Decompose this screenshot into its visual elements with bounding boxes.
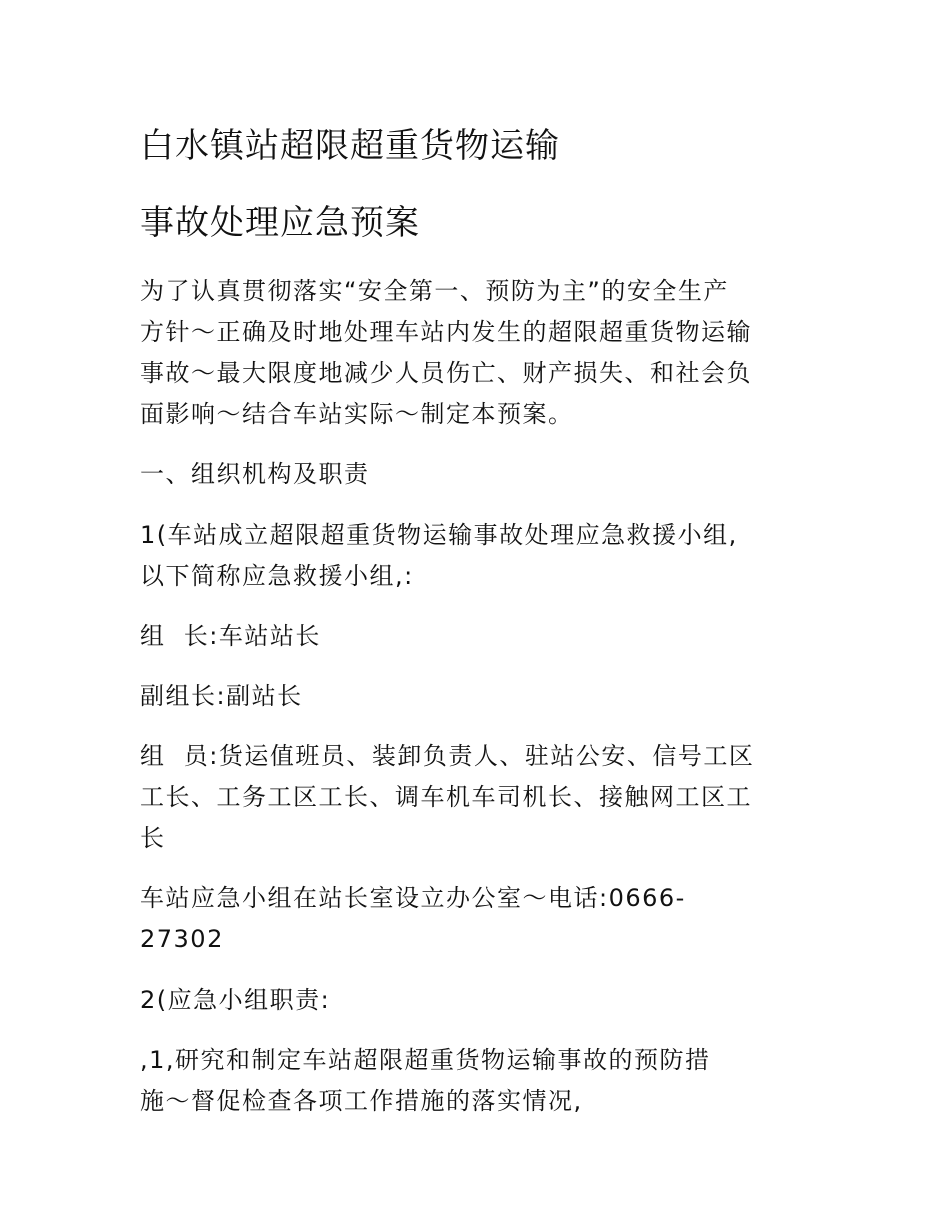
- item-2-heading: [140, 980, 820, 1021]
- section-heading-organization: [140, 454, 820, 495]
- leader-text: 组 长:车站站长: [140, 622, 321, 650]
- intro-line: 面影响～结合车站实际～制定本预案。: [140, 400, 574, 428]
- members-line: 长: [140, 824, 166, 852]
- members-line: 工长、工务工区工长、调车机车司机长、接触网工区工: [140, 783, 752, 811]
- deputy-line: [140, 676, 820, 717]
- document-title-line-1: 白水镇站超限超重货物运输: [140, 126, 560, 166]
- duty-1-paragraph: [140, 1040, 820, 1122]
- item-2-text: 2(应急小组职责:: [140, 986, 331, 1014]
- duty-1-line: 施～督促检查各项工作措施的落实情况,: [140, 1087, 583, 1115]
- office-line: 车站应急小组在站长室设立办公室～电话:0666-: [140, 884, 686, 912]
- item-1-paragraph: [140, 515, 820, 597]
- office-paragraph: [140, 878, 820, 960]
- intro-line: 方针～正确及时地处理车站内发生的超限超重货物运输: [140, 318, 752, 346]
- duty-1-line: ,1,研究和制定车站超限超重货物运输事故的预防措: [140, 1046, 711, 1074]
- office-line: 27302: [140, 925, 224, 953]
- section-heading-text: 一、组织机构及职责: [140, 460, 370, 488]
- intro-paragraph: [140, 271, 820, 435]
- item-1-line: 1(车站成立超限超重货物运输事故处理应急救援小组,: [140, 521, 738, 549]
- intro-line: 为了认真贯彻落实“安全第一、预防为主”的安全生产: [140, 277, 729, 305]
- members-paragraph: [140, 736, 820, 859]
- deputy-text: 副组长:副站长: [140, 682, 303, 710]
- item-1-line: 以下简称应急救援小组,:: [140, 562, 414, 590]
- intro-line: 事故～最大限度地减少人员伤亡、财产损失、和社会负: [140, 359, 752, 387]
- leader-line: [140, 616, 820, 657]
- members-line: 组 员:货运值班员、装卸负责人、驻站公安、信号工区: [140, 742, 755, 770]
- document-title-line-2: 事故处理应急预案: [140, 203, 420, 243]
